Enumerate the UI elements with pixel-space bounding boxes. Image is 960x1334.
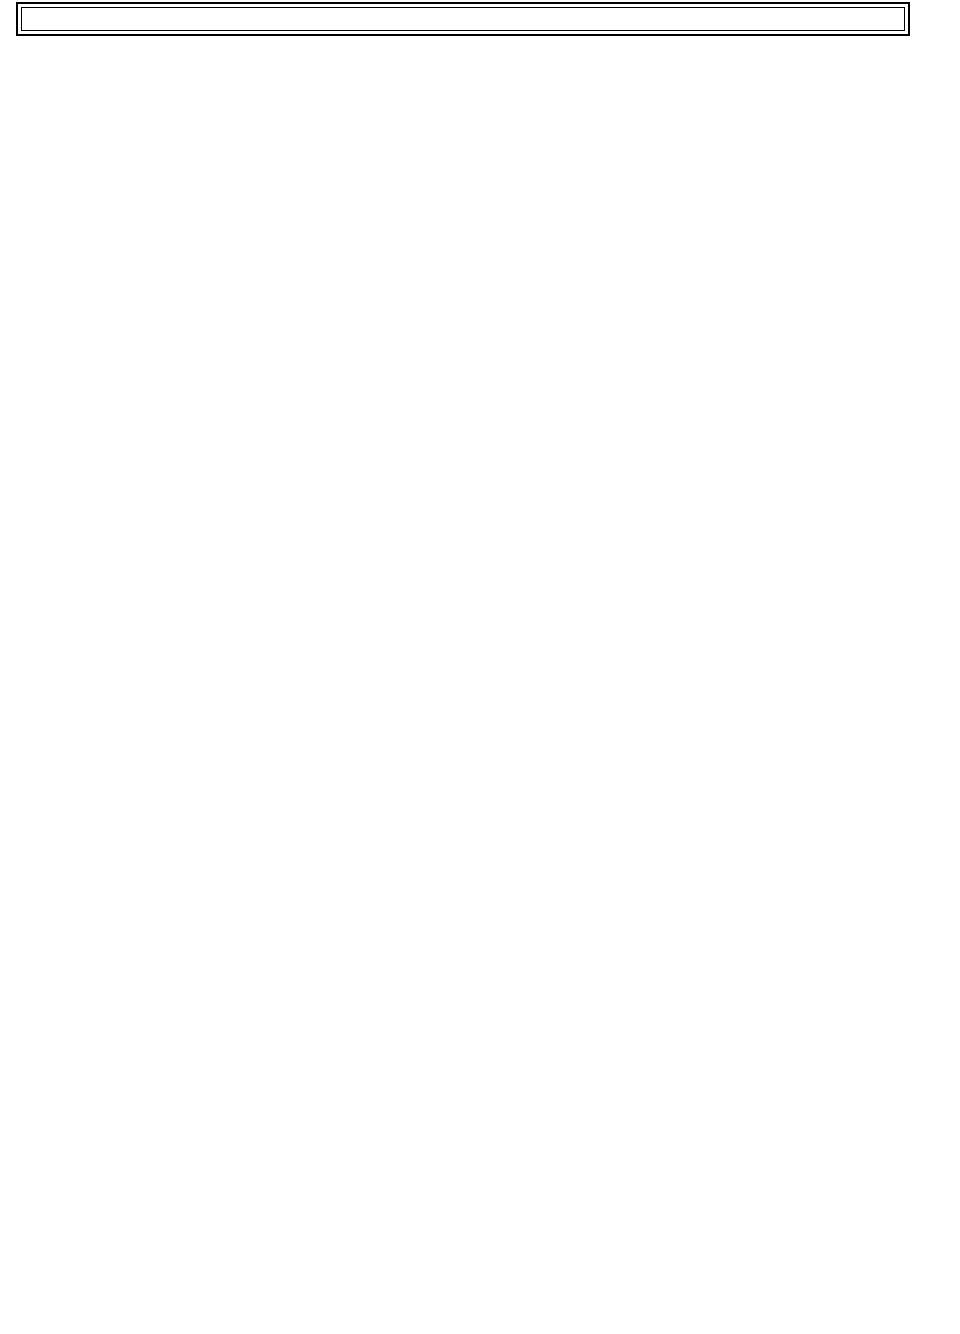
header-inner-border — [21, 7, 905, 31]
page-header — [16, 2, 910, 36]
